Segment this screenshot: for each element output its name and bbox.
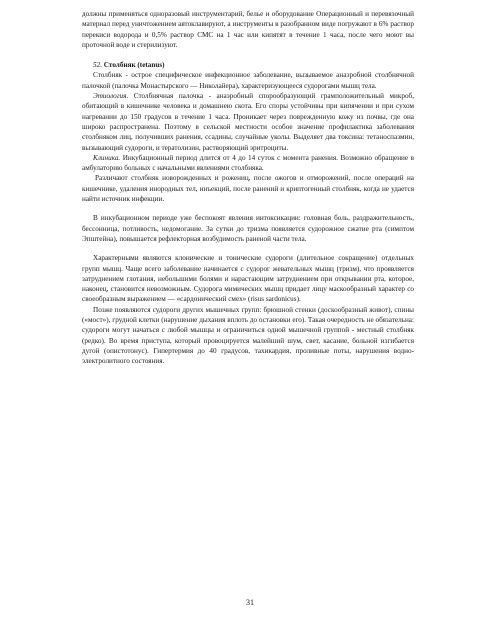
section-heading bbox=[82, 60, 414, 70]
later-symptoms-paragraph: Позже появляются судороги других мышечных групп: брюшной стенки (доскообразный живот), спины («мост»), грудной клетки (нарушение дыхания вплоть до остановки его). Такая очередность не обязательна: судороги могут начаться с любой мышцы и ограничиться одной мышечной группой - местный столбняк (редко). Во время приступа, который провоцируется малейший шум, свет, касание, больной изгибается дугой (опистотонус). Гипертермия до 40 градусов, тахикардия, проливные поты, нарушения водно-электролитного состояния. bbox=[82, 305, 414, 366]
clinic-paragraph bbox=[82, 153, 414, 174]
document-page bbox=[82, 9, 414, 367]
intro-paragraph: должны применяться одноразовый инструментарий, белье и оборудование Операционный и перевязочный материал перед уничтожением автоклавируют, а инструменты в разобранном виде погружают в 6% раствор перекиси водорода и 0,5% раствор СМС на 1 час или кипятят в течение 1 часа, после чего моют вы проточной воде и стерилизуют. bbox=[82, 10, 414, 49]
clinic-label: Клиника. bbox=[93, 153, 121, 162]
incubation-paragraph: В инкубационном периоде уже беспокоят явления интоксикации: головная боль, раздражительность, бессонница, потливость, недомогание. За сутки до тризма появляется судорожное сжатие рта (симптом Эпштейна), повышается рефлекторная возбудимость раненой части тела. bbox=[82, 214, 414, 243]
etiology-label: Этиология. bbox=[93, 92, 129, 101]
definition-paragraph: Столбняк - острое специфическое инфекционное заболевание, вызываемое анаэробной столбнячной палочкой (палочка Монастырского — Николайера), характеризующееся судорогами мышц тела. bbox=[82, 71, 414, 90]
etiology-text: Столбнячная палочка - анаэробный спорообразующий грамположительный микроб, обитающий в кишечнике человека и домашнею скота. Его споры устойчивы при кипячении и при сухом нагревании до 150 градусов в течение 1 часа. Проникает через поврежденную кожу из почвы, где она широко распространена. Поэтому в сельской местности особое значение профилактика заболевания столбняком лиц, получивших ранения, ссадины, случайные уколы. Выделяет два токсина: тетаноспазмин, вызывающий судороги, и тератолизин, растворяющий эритроциты. bbox=[82, 92, 414, 152]
page-number: 31 bbox=[246, 598, 254, 607]
section-number: 52. bbox=[93, 61, 102, 70]
convulsions-paragraph: Характерными являются клонические и тонические судороги (длительное сокращение) отдельных групп мышц. Чаще всего заболевание начинается с судорог жевательных мышц (тризм), что проявляется затруднением глотания, небольшими болями и нарастающим затруднением при открывании рта, которое, наконец, становится невозможным. Судорога мимических мышц придает лицу маскообразный характер со своеобразным выражением — «сардонический смех» (risus sardonicus). bbox=[82, 254, 414, 304]
section-title: Столбняк (tetanus) bbox=[103, 61, 165, 70]
forms-paragraph: Различают столбняк новорожденных и рожениц, после ожогов и отморожений, после операций на кишечнике, удаления инородных тел, инъекций, после ранений и криптогенный столбняк, когда не удается найти источник инфекции. bbox=[82, 174, 414, 204]
etiology-paragraph bbox=[82, 91, 414, 153]
clinic-text: Инкубационный период длится от 4 до 14 суток с момента ранения. Возможно обращение в амбулаторию больных с начальными явлениями столбняка. bbox=[82, 153, 414, 173]
